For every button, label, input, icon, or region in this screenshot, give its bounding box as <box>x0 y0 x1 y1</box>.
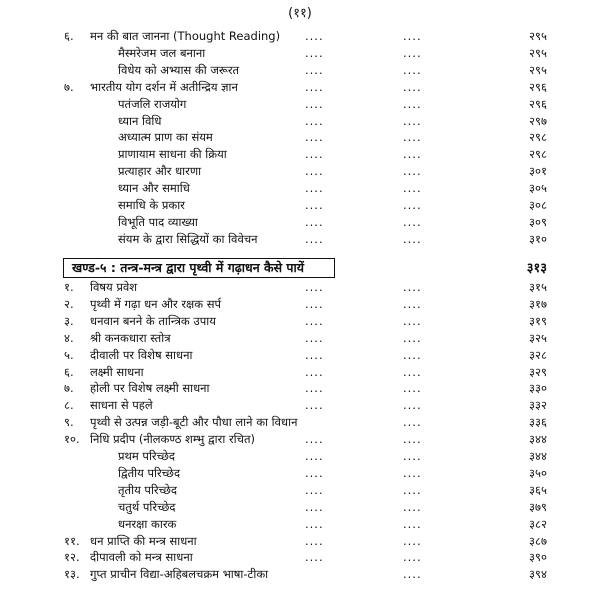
leader-dots: .... <box>403 214 422 229</box>
leader-dots: .... <box>403 96 422 111</box>
entry-title: श्री कनकधारा स्तोत्र <box>90 330 171 345</box>
entry-page-number: ३२५ <box>529 330 547 345</box>
toc-entry <box>0 279 600 296</box>
toc-entry <box>0 431 600 448</box>
toc-entry <box>0 214 600 231</box>
leader-dots: .... <box>403 398 422 413</box>
entry-title: होली पर विशेष लक्ष्मी साधना <box>90 381 210 396</box>
entry-page-number: २९७ <box>529 113 547 128</box>
entry-title: दीवाली पर विशेष साधना <box>90 347 193 362</box>
leader-dots: .... <box>403 499 422 514</box>
leader-dots: .... <box>403 347 422 362</box>
leader-dots: .... <box>403 449 422 463</box>
entry-title: धनवान बनने के तान्त्रिक उपाय <box>90 313 216 328</box>
leader-dots: .... <box>403 415 422 430</box>
leader-dots: .... <box>403 62 422 77</box>
toc-entry <box>0 482 600 499</box>
toc-entry <box>0 180 600 197</box>
entry-title: दीपावली को मन्त्र साधना <box>90 550 193 565</box>
leader-dots: .... <box>305 550 324 565</box>
leader-dots: .... <box>403 280 422 294</box>
entry-title: प्राणायाम साधना की क्रिया <box>118 147 227 162</box>
entry-page-number: ३९४ <box>529 567 547 582</box>
toc-entry <box>0 163 600 180</box>
entry-title: धनरक्षा कारक <box>118 516 177 531</box>
leader-dots: .... <box>305 198 324 212</box>
leader-dots: .... <box>403 296 422 311</box>
leader-dots: .... <box>403 465 422 480</box>
leader-dots: .... <box>305 164 324 179</box>
toc-entry <box>0 414 600 431</box>
entry-page-number: ३०९ <box>529 214 547 229</box>
leader-dots: .... <box>305 113 324 128</box>
leader-dots: .... <box>305 79 324 94</box>
entry-title: समाधि के प्रकार <box>118 198 185 212</box>
entry-page-number: २९५ <box>529 62 547 77</box>
entry-number: ५. <box>64 347 74 362</box>
toc-entry <box>0 296 600 313</box>
entry-number: १२. <box>64 550 80 565</box>
leader-dots: .... <box>403 231 422 246</box>
entry-title: तृतीय परिच्छेद <box>118 482 178 497</box>
leader-dots: .... <box>305 296 324 311</box>
toc-entry <box>0 533 600 550</box>
toc-entry <box>0 516 600 533</box>
page-number: (११) <box>288 6 312 21</box>
toc-entry <box>0 330 600 347</box>
leader-dots: .... <box>305 130 324 145</box>
toc-entry <box>0 62 600 79</box>
entry-page-number: ३१५ <box>529 280 547 294</box>
entry-title: संयम के द्वारा सिद्धियों का विवेचन <box>118 231 258 246</box>
leader-dots: .... <box>403 45 422 60</box>
leader-dots: .... <box>305 62 324 77</box>
leader-dots: .... <box>403 533 422 548</box>
toc-entry <box>0 465 600 482</box>
leader-dots: .... <box>305 231 324 246</box>
entry-page-number: ३३२ <box>529 398 547 413</box>
toc-entry <box>0 380 600 397</box>
section-heading: खण्ड-५ : तन्त्र-मन्त्र द्वारा पृथ्वी में गढ़ाधन कैसे पायें <box>72 260 305 275</box>
entry-title: लक्ष्मी साधना <box>90 364 144 379</box>
leader-dots: .... <box>305 465 324 480</box>
entry-title: प्रथम परिच्छेद <box>118 449 176 463</box>
leader-dots: .... <box>403 79 422 94</box>
section-page-number: ३१३ <box>526 261 547 276</box>
entry-number: ११. <box>64 533 80 548</box>
entry-number: १. <box>64 280 74 294</box>
entry-page-number: २९५ <box>529 45 547 60</box>
entry-page-number: ३१९ <box>529 313 547 328</box>
entry-page-number: २९६ <box>529 96 547 111</box>
leader-dots: .... <box>403 482 422 497</box>
leader-dots: .... <box>305 214 324 229</box>
leader-dots: .... <box>305 45 324 60</box>
leader-dots: .... <box>305 147 324 162</box>
entry-page-number: ३९० <box>529 550 547 565</box>
entry-title: पृथ्वी में गढ़ा धन और रक्षक सर्प <box>90 296 222 311</box>
entry-title: अध्यात्म प्राण का संयम <box>118 130 213 145</box>
toc-entry <box>0 313 600 330</box>
leader-dots: .... <box>403 130 422 145</box>
entry-page-number: २९८ <box>529 147 547 162</box>
leader-dots: .... <box>403 147 422 162</box>
leader-dots: .... <box>403 364 422 379</box>
entry-page-number: ३०८ <box>529 198 547 212</box>
entry-title: विषय प्रवेश <box>90 280 138 294</box>
entry-page-number: ३०५ <box>529 181 547 196</box>
leader-dots: .... <box>305 381 324 396</box>
entry-title: गुप्त प्राचीन विद्या-अहिबलचक्रम भाषा-टीका <box>90 567 269 582</box>
toc-entry <box>0 197 600 214</box>
section-heading-box <box>63 258 335 278</box>
toc-entry <box>0 146 600 163</box>
entry-page-number: ३६५ <box>529 482 547 497</box>
leader-dots: .... <box>305 313 324 328</box>
entry-title: विधेय को अभ्यास की जरूरत <box>118 62 240 77</box>
leader-dots: .... <box>305 280 324 294</box>
entry-number: १३. <box>64 567 80 582</box>
leader-dots: .... <box>403 181 422 196</box>
leader-dots: .... <box>305 29 324 43</box>
entry-title: भारतीय योग दर्शन में अतीन्द्रिय ज्ञान <box>90 79 238 94</box>
toc-entry <box>0 129 600 146</box>
toc-entry <box>0 364 600 381</box>
entry-number: ९. <box>64 415 74 430</box>
entry-page-number: ३५० <box>529 465 547 480</box>
leader-dots: .... <box>403 381 422 396</box>
leader-dots: .... <box>305 432 324 447</box>
entry-title: निधि प्रदीप (नीलकण्ठ शम्भु द्वारा रचित) <box>90 432 255 447</box>
toc-entry <box>0 397 600 414</box>
entry-number: ७. <box>64 381 74 396</box>
leader-dots: .... <box>305 330 324 345</box>
toc-entry <box>0 28 600 45</box>
entry-title: मन की बात जानना (Thought Reading) <box>90 29 281 43</box>
entry-title: साधना से पहले <box>90 398 153 413</box>
leader-dots: .... <box>305 347 324 362</box>
entry-page-number: ३२९ <box>529 364 547 379</box>
toc-entry <box>0 448 600 465</box>
entry-number: २. <box>64 296 74 311</box>
entry-title: मैस्मरेजम जल बनाना <box>118 45 206 60</box>
entry-title: पतंजलि राजयोग <box>118 96 187 111</box>
entry-page-number: २९६ <box>529 79 547 94</box>
entry-page-number: ३३० <box>529 381 547 396</box>
entry-page-number: ३२८ <box>529 347 547 362</box>
entry-number: ६. <box>64 364 74 379</box>
leader-dots: .... <box>403 113 422 128</box>
leader-dots: .... <box>305 96 324 111</box>
toc-entry <box>0 347 600 364</box>
leader-dots: .... <box>403 567 422 582</box>
toc-entry <box>0 79 600 96</box>
leader-dots: .... <box>305 449 324 463</box>
entry-page-number: ३१७ <box>529 296 547 311</box>
entry-title: धन प्राप्ति की मन्त्र साधना <box>90 533 197 548</box>
leader-dots: .... <box>305 533 324 548</box>
leader-dots: .... <box>305 516 324 531</box>
entry-page-number: ३१० <box>529 231 547 246</box>
entry-number: ३. <box>64 313 74 328</box>
entry-title: ध्यान विधि <box>118 113 162 128</box>
entry-page-number: ३०१ <box>529 164 547 179</box>
entry-title: चतुर्थ परिच्छेद <box>118 499 176 514</box>
entry-number: ८. <box>64 398 74 413</box>
leader-dots: .... <box>403 164 422 179</box>
entry-page-number: ३४४ <box>529 449 547 463</box>
toc-entry <box>0 96 600 113</box>
leader-dots: .... <box>305 482 324 497</box>
entry-page-number: ३८२ <box>529 516 547 531</box>
entry-title: द्वितीय परिच्छेद <box>118 465 181 480</box>
entry-page-number: २९८ <box>529 130 547 145</box>
entry-title: ध्यान और समाधि <box>118 181 190 196</box>
entry-title: पृथ्वी से उत्पन्न जड़ी-बूटी और पौधा लाने का विधान <box>90 415 298 430</box>
leader-dots: .... <box>403 550 422 565</box>
entry-page-number: ३३६ <box>529 415 547 430</box>
leader-dots: .... <box>305 364 324 379</box>
entry-page-number: २९५ <box>529 29 547 43</box>
toc-entry <box>0 499 600 516</box>
leader-dots: .... <box>305 181 324 196</box>
leader-dots: .... <box>403 313 422 328</box>
leader-dots: .... <box>403 432 422 447</box>
leader-dots: .... <box>305 398 324 413</box>
entry-page-number: ३७९ <box>529 499 547 514</box>
entry-page-number: ३४४ <box>529 432 547 447</box>
toc-entry <box>0 549 600 566</box>
toc-entry <box>0 113 600 130</box>
entry-page-number: ३८७ <box>529 533 547 548</box>
leader-dots: .... <box>305 499 324 514</box>
entry-number: १०. <box>64 432 80 447</box>
entry-number: ७. <box>64 79 74 94</box>
toc-entry <box>0 231 600 248</box>
leader-dots: .... <box>403 198 422 212</box>
entry-title: विभूति पाद व्याख्या <box>118 214 198 229</box>
toc-entry <box>0 566 600 583</box>
entry-number: ६. <box>64 29 74 43</box>
leader-dots: .... <box>403 516 422 531</box>
leader-dots: .... <box>403 330 422 345</box>
leader-dots: .... <box>403 29 422 43</box>
entry-number: ४. <box>64 330 74 345</box>
toc-entry <box>0 45 600 62</box>
entry-title: प्रत्याहार और धारणा <box>118 164 202 179</box>
